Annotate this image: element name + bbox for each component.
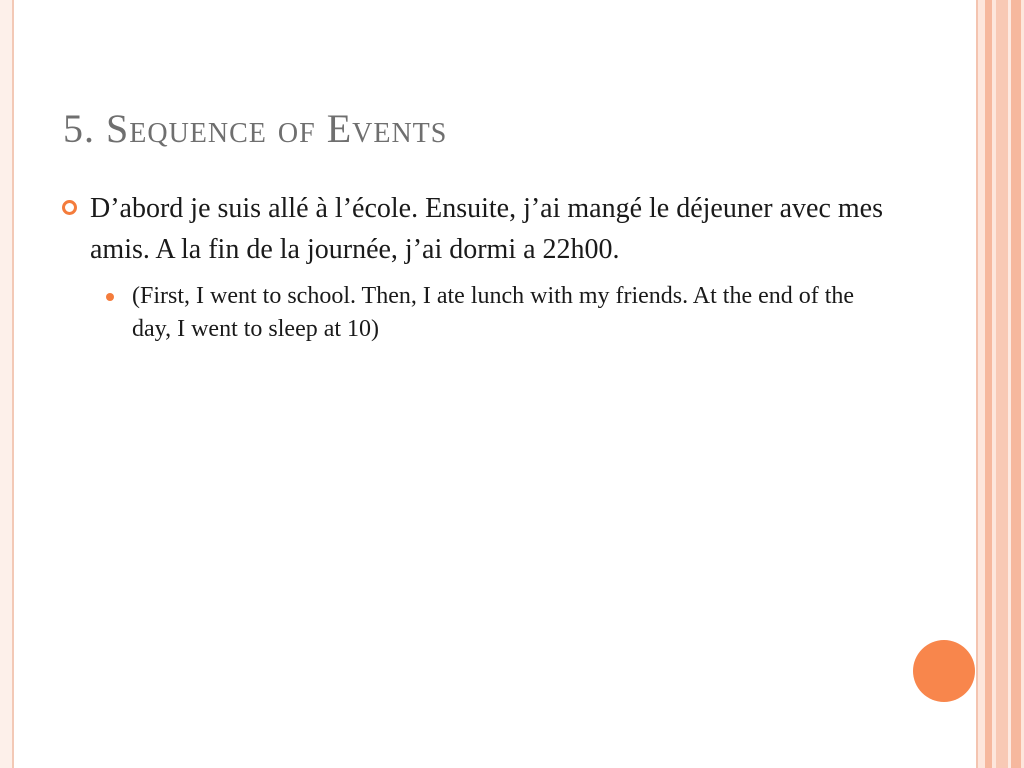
sub-bullet-item (106, 280, 892, 346)
stripe (996, 0, 1008, 768)
sub-bullet-text: (First, I went to school. Then, I ate lunch with my friends. At the end of the day, I went to sleep at 10) (132, 283, 855, 342)
stripe (978, 0, 985, 768)
orange-circle-decoration (913, 640, 975, 702)
bullet-item (62, 188, 892, 270)
slide-title: 5. Sequence of Events (63, 106, 448, 151)
slide-body (62, 188, 892, 346)
right-edge-stripes (976, 0, 1024, 768)
bullet-text: D’abord je suis allé à l’école. Ensuite, j’ai mangé le déjeuner avec mes amis. A la fin de la journée, j’ai dormi a 22h00. (90, 193, 883, 265)
stripe (1011, 0, 1021, 768)
stripe (985, 0, 992, 768)
filled-circle-bullet-icon (106, 293, 114, 301)
hollow-circle-bullet-icon (62, 200, 77, 215)
left-edge-accent (0, 0, 14, 768)
